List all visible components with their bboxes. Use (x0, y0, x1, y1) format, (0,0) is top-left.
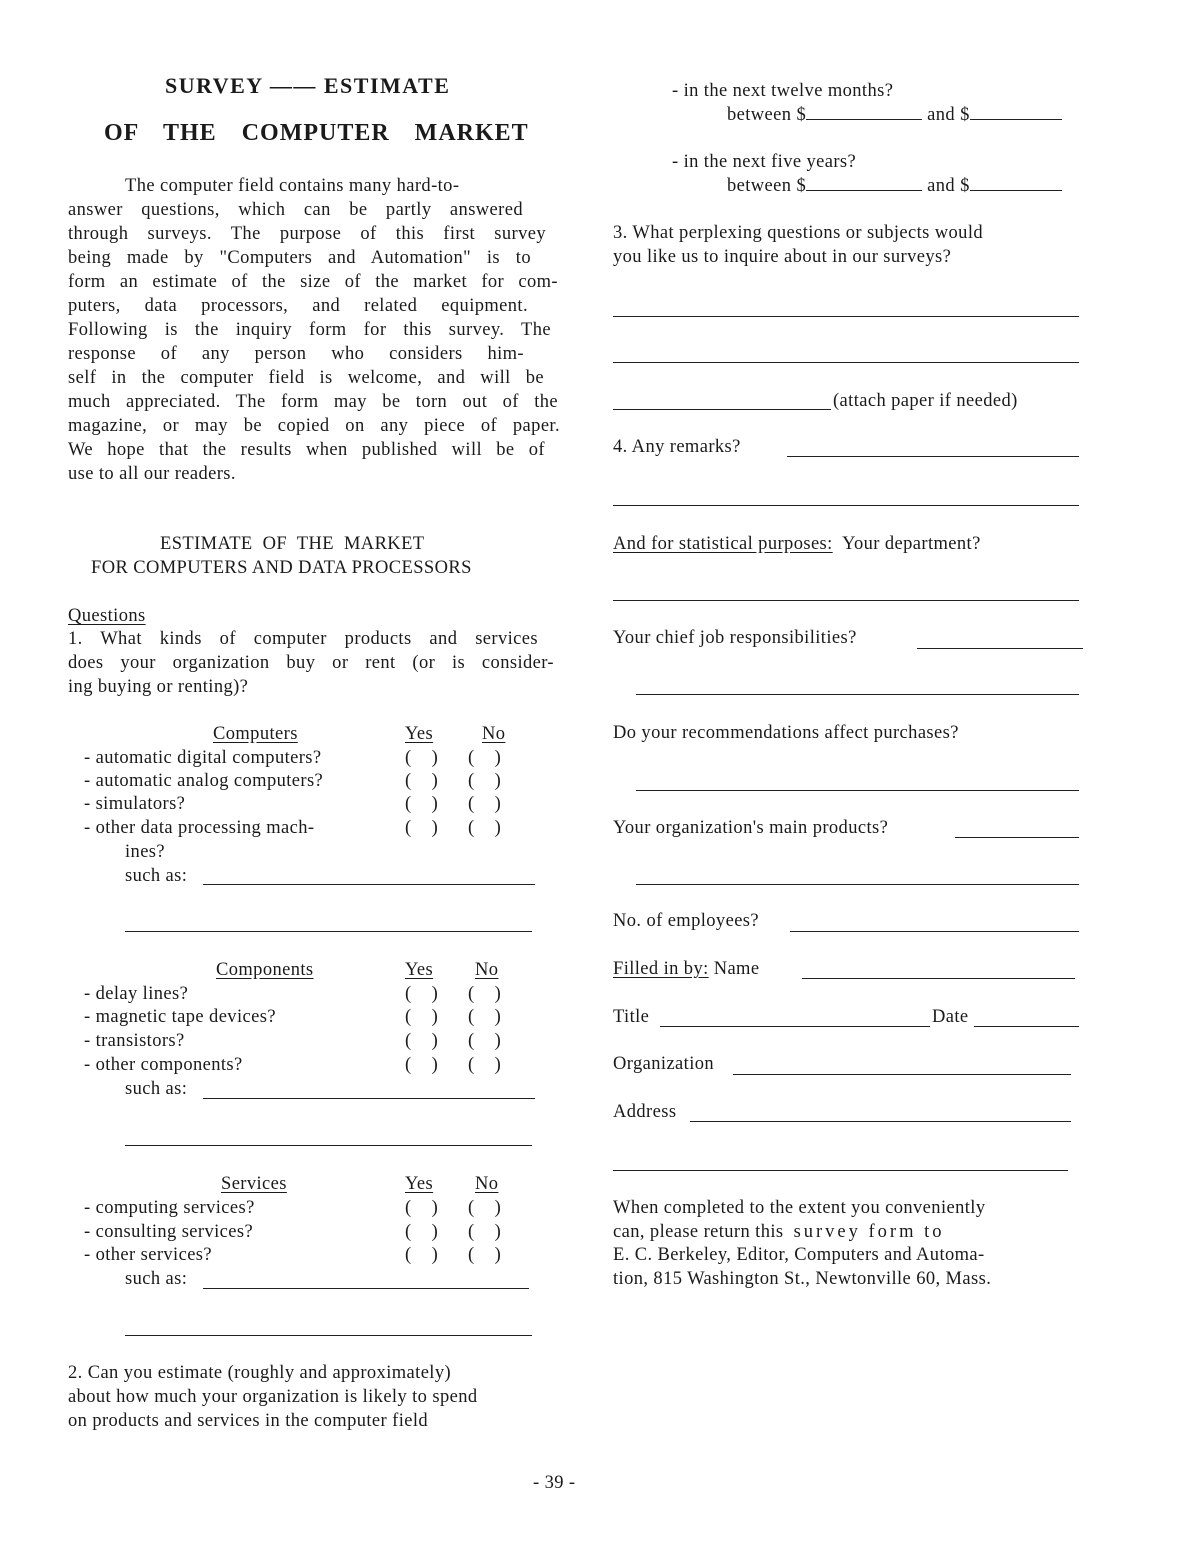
address-label: Address (613, 1102, 677, 1122)
remarks-input[interactable] (787, 456, 1079, 457)
five-years-min-input[interactable] (806, 174, 922, 191)
item-label: - transistors? (84, 1031, 185, 1051)
no-checkbox[interactable]: ( ) (468, 1222, 502, 1242)
no-checkbox[interactable]: ( ) (468, 1055, 502, 1075)
item-label: - consulting services? (84, 1222, 254, 1242)
name-label: Name (713, 959, 760, 979)
closing-line: E. C. Berkeley, Editor, Computers and Automa- (613, 1245, 985, 1265)
products-input[interactable] (955, 837, 1079, 838)
yes-header: Yes (405, 960, 434, 980)
twelve-months-min-input[interactable] (806, 103, 922, 120)
q2-line: 2. Can you estimate (roughly and approximately) (68, 1363, 452, 1383)
between-label: between $ (727, 105, 807, 125)
subheading-line-2: FOR COMPUTERS AND DATA PROCESSORS (91, 558, 472, 578)
intro-line: We hope that the results when published will be of (68, 440, 545, 460)
item-label: - automatic digital computers? (84, 748, 322, 768)
statistical-purposes-label: And for statistical purposes: (613, 534, 833, 554)
yes-checkbox[interactable]: ( ) (405, 818, 439, 838)
intro-line: puters, data processors, and related equipment. (68, 296, 528, 316)
department-label: Your department? (842, 534, 981, 554)
yes-header: Yes (405, 1174, 434, 1194)
intro-line: form an estimate of the size of the market for com- (68, 272, 558, 292)
five-years-max-input[interactable] (970, 174, 1062, 191)
yes-checkbox[interactable]: ( ) (405, 794, 439, 814)
no-checkbox[interactable]: ( ) (468, 1245, 502, 1265)
item-label: - automatic analog computers? (84, 771, 324, 791)
yes-checkbox[interactable]: ( ) (405, 1055, 439, 1075)
intro-line: through surveys. The purpose of this first survey (68, 224, 546, 244)
yes-checkbox[interactable]: ( ) (405, 1222, 439, 1242)
no-checkbox[interactable]: ( ) (468, 1198, 502, 1218)
twelve-months-label: - in the next twelve months? (672, 81, 894, 101)
no-checkbox[interactable]: ( ) (468, 1007, 502, 1027)
such-as-input-line-2[interactable] (125, 1145, 532, 1146)
yes-checkbox[interactable]: ( ) (405, 1198, 439, 1218)
item-continuation: ines? (125, 842, 166, 862)
responsibilities-label: Your chief job responsibilities? (613, 628, 857, 648)
q1-line: ing buying or renting)? (68, 677, 249, 697)
intro-line: response of any person who considers him- (68, 344, 524, 364)
department-input[interactable] (613, 600, 1079, 601)
q4-label: 4. Any remarks? (613, 437, 741, 457)
date-input[interactable] (974, 1026, 1079, 1027)
item-label: - other services? (84, 1245, 213, 1265)
filled-in-by-label: Filled in by: (613, 959, 709, 979)
date-label: Date (932, 1007, 969, 1027)
q3-answer-line[interactable] (613, 316, 1079, 317)
yes-header: Yes (405, 724, 434, 744)
responsibilities-input[interactable] (917, 648, 1083, 649)
employees-input[interactable] (790, 931, 1079, 932)
recommendations-input[interactable] (636, 790, 1079, 791)
five-years-label: - in the next five years? (672, 152, 857, 172)
twelve-months-range (727, 103, 1062, 127)
services-heading: Services (221, 1174, 287, 1194)
twelve-months-max-input[interactable] (970, 103, 1062, 120)
recommendations-label: Do your recommendations affect purchases? (613, 723, 959, 743)
no-checkbox[interactable]: ( ) (468, 1031, 502, 1051)
such-as-label: such as: (125, 866, 188, 886)
item-label: - delay lines? (84, 984, 189, 1004)
closing-line: When completed to the extent you conveniently (613, 1198, 986, 1218)
questions-label: Questions (68, 606, 146, 626)
such-as-input-line-2[interactable] (125, 1335, 532, 1336)
remarks-input-line-2[interactable] (613, 505, 1079, 506)
statistical-row (613, 532, 981, 556)
such-as-input-line-2[interactable] (125, 931, 532, 932)
such-as-input[interactable] (203, 884, 535, 885)
q3-answer-line[interactable] (613, 362, 1079, 363)
intro-line: self in the computer field is welcome, and will be (68, 368, 544, 388)
closing-text: can, please return this (613, 1222, 784, 1242)
intro-line: answer questions, which can be partly answered (68, 200, 523, 220)
employees-label: No. of employees? (613, 911, 760, 931)
intro-line: being made by "Computers and Automation" is to (68, 248, 531, 268)
title-line-1: SURVEY —— ESTIMATE (165, 73, 451, 98)
closing-line: tion, 815 Washington St., Newtonville 60, Mass. (613, 1269, 992, 1289)
item-label: - simulators? (84, 794, 186, 814)
attach-paper-note: (attach paper if needed) (833, 391, 1018, 411)
item-label: - magnetic tape devices? (84, 1007, 276, 1027)
item-label: - computing services? (84, 1198, 255, 1218)
q2-line: about how much your organization is likely to spend (68, 1387, 478, 1407)
such-as-label: such as: (125, 1079, 188, 1099)
no-header: No (475, 960, 499, 980)
name-input[interactable] (802, 978, 1075, 979)
organization-input[interactable] (733, 1074, 1071, 1075)
yes-checkbox[interactable]: ( ) (405, 771, 439, 791)
q1-line: 1. What kinds of computer products and services (68, 629, 538, 649)
intro-line: magazine, or may be copied on any piece of paper. (68, 416, 560, 436)
between-label: between $ (727, 176, 807, 196)
responsibilities-input-line-2[interactable] (636, 694, 1079, 695)
closing-text-spaced: survey form to (793, 1222, 945, 1242)
organization-label: Organization (613, 1054, 715, 1074)
no-checkbox[interactable]: ( ) (468, 771, 502, 791)
such-as-input[interactable] (203, 1288, 529, 1289)
products-label: Your organization's main products? (613, 818, 889, 838)
no-checkbox[interactable]: ( ) (468, 794, 502, 814)
address-input[interactable] (690, 1121, 1071, 1122)
no-checkbox[interactable]: ( ) (468, 984, 502, 1004)
page-number: - 39 - (533, 1473, 576, 1493)
address-input-line-2[interactable] (613, 1170, 1068, 1171)
item-label: - other data processing mach- (84, 818, 315, 838)
no-checkbox[interactable]: ( ) (468, 748, 502, 768)
such-as-label: such as: (125, 1269, 188, 1289)
no-checkbox[interactable]: ( ) (468, 818, 502, 838)
computers-heading: Computers (213, 724, 298, 744)
such-as-input[interactable] (203, 1098, 535, 1099)
five-years-range (727, 174, 1062, 198)
q3-line: you like us to inquire about in our surveys? (613, 247, 952, 267)
and-label: and $ (927, 176, 970, 196)
yes-checkbox[interactable]: ( ) (405, 1007, 439, 1027)
intro-line: The computer field contains many hard-to- (125, 176, 460, 196)
yes-checkbox[interactable]: ( ) (405, 1245, 439, 1265)
item-label: - other components? (84, 1055, 243, 1075)
no-header: No (475, 1174, 499, 1194)
title-label: Title (613, 1007, 650, 1027)
filled-in-by-row (613, 957, 759, 981)
products-input-line-2[interactable] (636, 884, 1079, 885)
yes-checkbox[interactable]: ( ) (405, 984, 439, 1004)
components-heading: Components (216, 960, 314, 980)
q2-line: on products and services in the computer field (68, 1411, 429, 1431)
subheading-line-1: ESTIMATE OF THE MARKET (160, 534, 425, 554)
no-header: No (482, 724, 506, 744)
q3-answer-line[interactable] (613, 409, 831, 410)
closing-line (613, 1220, 945, 1244)
yes-checkbox[interactable]: ( ) (405, 748, 439, 768)
q1-line: does your organization buy or rent (or is consider- (68, 653, 554, 673)
intro-line: use to all our readers. (68, 464, 236, 484)
q3-line: 3. What perplexing questions or subjects would (613, 223, 984, 243)
intro-line: much appreciated. The form may be torn out of the (68, 392, 558, 412)
yes-checkbox[interactable]: ( ) (405, 1031, 439, 1051)
and-label: and $ (927, 105, 970, 125)
intro-line: Following is the inquiry form for this survey. The (68, 320, 551, 340)
title-input[interactable] (660, 1026, 930, 1027)
title-line-2: OF THE COMPUTER MARKET (104, 120, 529, 146)
